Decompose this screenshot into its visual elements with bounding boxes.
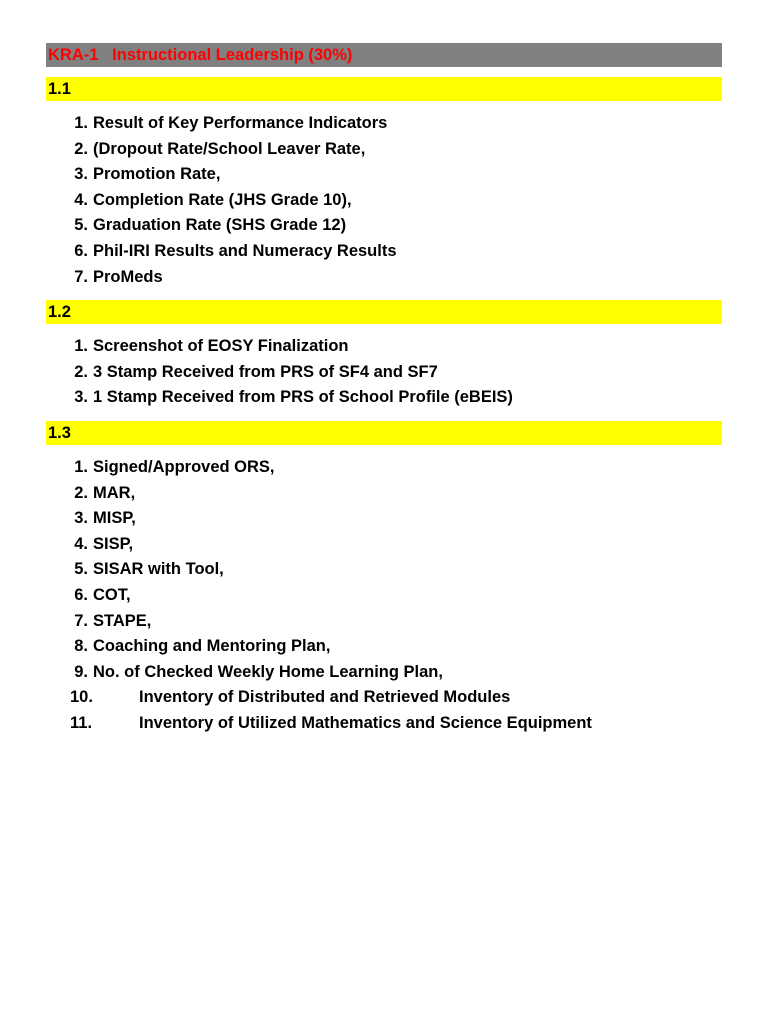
list-item-text: COT, bbox=[93, 585, 131, 604]
list-item-number: 4. bbox=[74, 534, 88, 553]
list-item-number: 11. bbox=[70, 713, 93, 732]
list-item-number: 1. bbox=[74, 337, 88, 356]
list-item-number: 3. bbox=[74, 509, 88, 528]
section-header: 1.2 bbox=[46, 300, 722, 324]
section-header: 1.3 bbox=[46, 421, 722, 445]
list-item-number: 8. bbox=[74, 637, 88, 656]
list-item-text: Inventory of Distributed and Retrieved Modules bbox=[139, 688, 511, 707]
list-item-text: Result of Key Performance Indicators bbox=[93, 114, 388, 132]
list-item-number: 5. bbox=[74, 560, 88, 579]
list-item-text: Graduation Rate (SHS Grade 12) bbox=[93, 216, 347, 235]
list-item-number: 2. bbox=[74, 483, 88, 502]
section-header: 1.1 bbox=[46, 77, 722, 101]
list-item bbox=[46, 455, 722, 481]
list-item bbox=[46, 385, 722, 411]
list-item-number: 7. bbox=[74, 611, 88, 630]
list-item-number: 3. bbox=[74, 165, 88, 184]
list-item bbox=[46, 334, 722, 360]
numbered-list bbox=[46, 334, 722, 411]
list-item-text: (Dropout Rate/School Leaver Rate, bbox=[93, 139, 366, 158]
numbered-list bbox=[46, 455, 722, 737]
list-item bbox=[46, 481, 722, 507]
list-item bbox=[46, 506, 722, 532]
list-item-number: 2. bbox=[74, 139, 88, 158]
list-item-number: 10. bbox=[70, 688, 93, 707]
list-item-text: 1 Stamp Received from PRS of School Profile (eBEIS) bbox=[93, 388, 513, 407]
list-item-number: 6. bbox=[74, 241, 88, 260]
list-item-text: SISP, bbox=[93, 534, 134, 553]
list-item bbox=[46, 239, 722, 265]
list-item bbox=[46, 137, 722, 163]
list-item-number: 3. bbox=[74, 388, 88, 407]
list-item-text: Signed/Approved ORS, bbox=[93, 457, 275, 476]
list-item bbox=[46, 634, 722, 660]
sections-container bbox=[46, 77, 722, 736]
list-item-text: Promotion Rate, bbox=[93, 165, 221, 184]
list-item-text: Inventory of Utilized Mathematics and Science Equipment bbox=[139, 713, 592, 732]
list-item-number: 2. bbox=[74, 362, 88, 381]
document-title: KRA-1 Instructional Leadership (30%) bbox=[46, 43, 722, 67]
list-item-text: SISAR with Tool, bbox=[93, 560, 224, 579]
list-item-number: 1. bbox=[74, 114, 88, 132]
list-item bbox=[46, 583, 722, 609]
list-item bbox=[46, 360, 722, 386]
list-item-text: Completion Rate (JHS Grade 10), bbox=[93, 190, 352, 209]
list-item-text: ProMeds bbox=[93, 267, 163, 286]
list-item bbox=[46, 660, 722, 686]
list-item bbox=[46, 609, 722, 635]
list-item bbox=[46, 265, 722, 291]
list-item bbox=[46, 685, 722, 711]
list-item-number: 7. bbox=[74, 267, 88, 286]
list-item-text: MISP, bbox=[93, 509, 136, 528]
list-item-text: MAR, bbox=[93, 483, 136, 502]
list-item bbox=[46, 188, 722, 214]
list-item bbox=[46, 557, 722, 583]
list-item bbox=[46, 213, 722, 239]
list-item-number: 4. bbox=[74, 190, 88, 209]
list-item bbox=[46, 111, 722, 137]
list-item bbox=[46, 162, 722, 188]
list-item-number: 1. bbox=[74, 457, 88, 476]
list-item-text: STAPE, bbox=[93, 611, 152, 630]
list-item bbox=[46, 711, 722, 737]
list-item-text: Screenshot of EOSY Finalization bbox=[93, 337, 349, 356]
list-item-number: 5. bbox=[74, 216, 88, 235]
list-item bbox=[46, 532, 722, 558]
list-item-number: 9. bbox=[74, 662, 88, 681]
numbered-list bbox=[46, 111, 722, 290]
list-item-number: 6. bbox=[74, 585, 88, 604]
list-item-text: Coaching and Mentoring Plan, bbox=[93, 637, 331, 656]
list-item-text: Phil-IRI Results and Numeracy Results bbox=[93, 241, 397, 260]
document-page bbox=[46, 43, 722, 736]
list-item-text: 3 Stamp Received from PRS of SF4 and SF7 bbox=[93, 362, 438, 381]
list-item-text: No. of Checked Weekly Home Learning Plan, bbox=[93, 662, 443, 681]
